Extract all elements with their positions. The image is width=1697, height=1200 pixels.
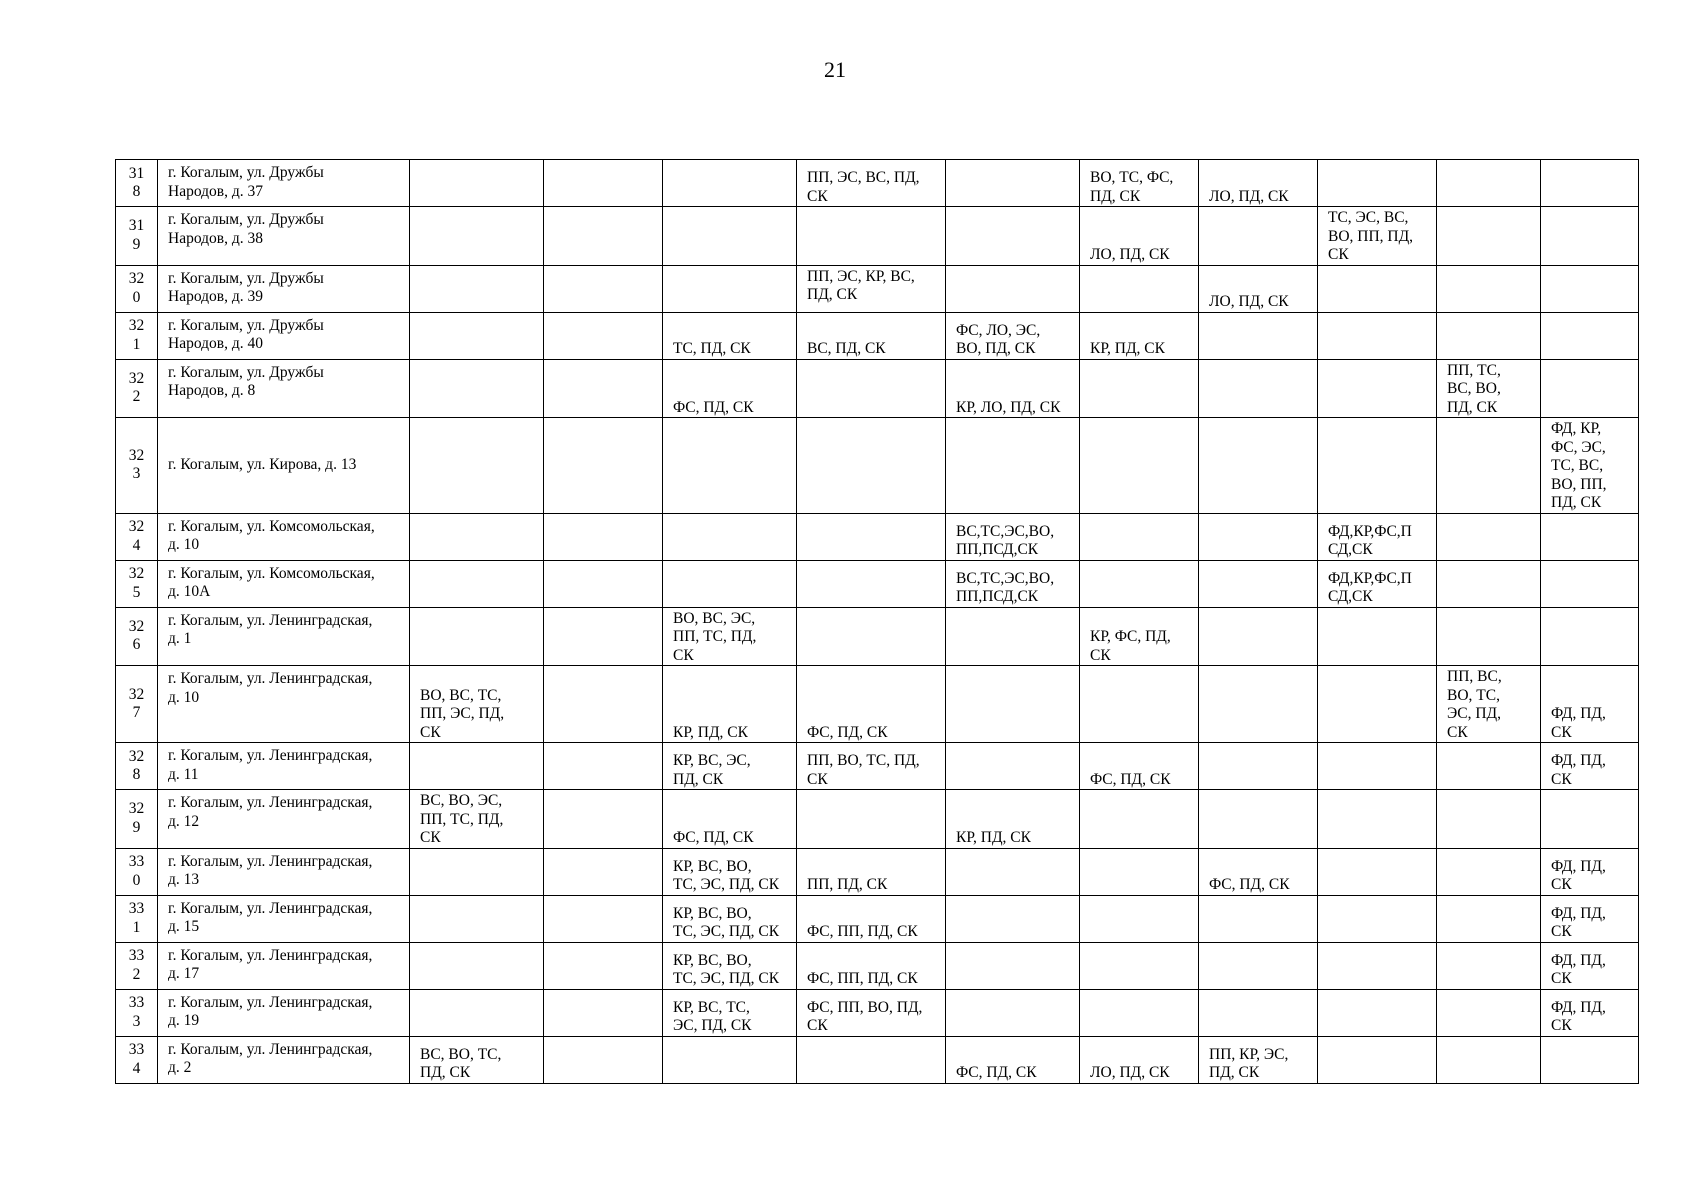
work-cell-col-2 (544, 513, 663, 560)
work-cell-col-2 (544, 790, 663, 849)
work-cell-col-7 (1199, 895, 1318, 942)
work-cell-col-1 (410, 359, 544, 418)
row-number: 32 4 (116, 513, 158, 560)
table-row (116, 743, 1639, 790)
row-number: 31 8 (116, 160, 158, 207)
work-cell-col-3: ВО, ВС, ЭС, ПП, ТС, ПД, СК (663, 607, 797, 666)
address-cell: г. Когалым, ул. Ленинградская, д. 13 (158, 848, 410, 895)
work-cell-col-4: ФС, ПП, ПД, СК (797, 895, 946, 942)
work-cell-col-6 (1080, 790, 1199, 849)
work-cell-col-3: ФС, ПД, СК (663, 790, 797, 849)
work-cell-col-8: ФД,КР,ФС,П СД,СК (1318, 560, 1437, 607)
work-cell-col-4 (797, 359, 946, 418)
work-cell-col-8 (1318, 989, 1437, 1036)
work-cell-col-7: ЛО, ПД, СК (1199, 265, 1318, 312)
row-number: 32 7 (116, 666, 158, 743)
work-cell-col-1 (410, 743, 544, 790)
address-cell: г. Когалым, ул. Дружбы Народов, д. 39 (158, 265, 410, 312)
work-cell-col-8 (1318, 1036, 1437, 1083)
row-number: 32 9 (116, 790, 158, 849)
page-number: 21 (824, 57, 846, 82)
work-cell-col-5: КР, ПД, СК (946, 790, 1080, 849)
work-cell-col-1 (410, 607, 544, 666)
work-cell-col-5 (946, 743, 1080, 790)
work-cell-col-10 (1541, 1036, 1639, 1083)
work-cell-col-6 (1080, 666, 1199, 743)
work-cell-col-8 (1318, 359, 1437, 418)
work-cell-col-9 (1437, 848, 1541, 895)
work-cell-col-2 (544, 265, 663, 312)
work-cell-col-6 (1080, 895, 1199, 942)
work-cell-col-3 (663, 265, 797, 312)
table-body (116, 160, 1639, 1084)
address-cell: г. Когалым, ул. Комсомольская, д. 10 (158, 513, 410, 560)
work-cell-col-5 (946, 265, 1080, 312)
work-cell-col-3: КР, ПД, СК (663, 666, 797, 743)
row-number: 33 4 (116, 1036, 158, 1083)
work-cell-col-4: ФС, ПД, СК (797, 666, 946, 743)
work-cell-col-9 (1437, 1036, 1541, 1083)
work-cell-col-3 (663, 560, 797, 607)
work-cell-col-7: ЛО, ПД, СК (1199, 160, 1318, 207)
work-cell-col-8 (1318, 942, 1437, 989)
work-cell-col-2 (544, 1036, 663, 1083)
work-cell-col-2 (544, 743, 663, 790)
row-number: 32 5 (116, 560, 158, 607)
address-cell: г. Когалым, ул. Комсомольская, д. 10А (158, 560, 410, 607)
row-number: 33 1 (116, 895, 158, 942)
work-cell-col-8: ФД,КР,ФС,П СД,СК (1318, 513, 1437, 560)
address-cell: г. Когалым, ул. Ленинградская, д. 2 (158, 1036, 410, 1083)
work-cell-col-6: КР, ПД, СК (1080, 312, 1199, 359)
work-cell-col-7 (1199, 743, 1318, 790)
work-cell-col-10: ФД, ПД, СК (1541, 895, 1639, 942)
work-cell-col-2 (544, 418, 663, 514)
work-cell-col-7 (1199, 790, 1318, 849)
work-cell-col-8 (1318, 743, 1437, 790)
work-cell-col-8 (1318, 265, 1437, 312)
work-cell-col-5 (946, 666, 1080, 743)
table-row (116, 513, 1639, 560)
work-cell-col-9: ПП, ВС, ВО, ТС, ЭС, ПД, СК (1437, 666, 1541, 743)
work-cell-col-1: ВО, ВС, ТС, ПП, ЭС, ПД, СК (410, 666, 544, 743)
work-cell-col-8 (1318, 418, 1437, 514)
row-number: 32 1 (116, 312, 158, 359)
table-row (116, 1036, 1639, 1083)
work-cell-col-3: КР, ВС, ВО, ТС, ЭС, ПД, СК (663, 848, 797, 895)
work-cell-col-1 (410, 312, 544, 359)
work-cell-col-6 (1080, 848, 1199, 895)
work-cell-col-9 (1437, 607, 1541, 666)
table-row (116, 207, 1639, 266)
work-cell-col-5 (946, 207, 1080, 266)
work-cell-col-4: ПП, ПД, СК (797, 848, 946, 895)
work-cell-col-6: ЛО, ПД, СК (1080, 1036, 1199, 1083)
work-cell-col-7 (1199, 560, 1318, 607)
work-cell-col-1 (410, 895, 544, 942)
work-cell-col-1 (410, 207, 544, 266)
table-row (116, 942, 1639, 989)
address-cell: г. Когалым, ул. Ленинградская, д. 10 (158, 666, 410, 743)
work-cell-col-5: ФС, ЛО, ЭС, ВО, ПД, СК (946, 312, 1080, 359)
work-cell-col-7 (1199, 513, 1318, 560)
work-cell-col-1: ВС, ВО, ТС, ПД, СК (410, 1036, 544, 1083)
work-cell-col-3: КР, ВС, ЭС, ПД, СК (663, 743, 797, 790)
work-cell-col-6 (1080, 418, 1199, 514)
work-cell-col-7: ПП, КР, ЭС, ПД, СК (1199, 1036, 1318, 1083)
work-cell-col-10 (1541, 160, 1639, 207)
work-cell-col-6 (1080, 560, 1199, 607)
work-cell-col-3: КР, ВС, ТС, ЭС, ПД, СК (663, 989, 797, 1036)
row-number: 32 2 (116, 359, 158, 418)
work-cell-col-8 (1318, 160, 1437, 207)
work-cell-col-7 (1199, 989, 1318, 1036)
work-cell-col-1 (410, 848, 544, 895)
work-cell-col-4 (797, 1036, 946, 1083)
work-cell-col-3: КР, ВС, ВО, ТС, ЭС, ПД, СК (663, 895, 797, 942)
work-cell-col-5 (946, 942, 1080, 989)
work-cell-col-2 (544, 312, 663, 359)
address-cell: г. Когалым, ул. Дружбы Народов, д. 40 (158, 312, 410, 359)
work-cell-col-1 (410, 989, 544, 1036)
work-cell-col-7 (1199, 942, 1318, 989)
work-cell-col-3 (663, 207, 797, 266)
work-cell-col-9 (1437, 418, 1541, 514)
work-cell-col-6: ФС, ПД, СК (1080, 743, 1199, 790)
work-cell-col-9 (1437, 312, 1541, 359)
work-cell-col-7 (1199, 312, 1318, 359)
work-cell-col-9 (1437, 895, 1541, 942)
table-row (116, 895, 1639, 942)
work-cell-col-5: ВС,ТС,ЭС,ВО, ПП,ПСД,СК (946, 560, 1080, 607)
work-cell-col-3 (663, 1036, 797, 1083)
work-cell-col-10 (1541, 513, 1639, 560)
work-cell-col-10: ФД, ПД, СК (1541, 989, 1639, 1036)
work-cell-col-2 (544, 666, 663, 743)
work-cell-col-6: ЛО, ПД, СК (1080, 207, 1199, 266)
work-cell-col-4 (797, 418, 946, 514)
row-number: 32 6 (116, 607, 158, 666)
work-cell-col-5 (946, 418, 1080, 514)
table-row (116, 790, 1639, 849)
work-cell-col-8 (1318, 607, 1437, 666)
work-cell-col-2 (544, 560, 663, 607)
work-cell-col-8 (1318, 312, 1437, 359)
table-row (116, 160, 1639, 207)
work-cell-col-6: КР, ФС, ПД, СК (1080, 607, 1199, 666)
address-cell: г. Когалым, ул. Кирова, д. 13 (158, 418, 410, 514)
work-cell-col-6: ВО, ТС, ФС, ПД, СК (1080, 160, 1199, 207)
work-cell-col-4: ФС, ПП, ВО, ПД, СК (797, 989, 946, 1036)
work-cell-col-10 (1541, 265, 1639, 312)
work-cell-col-8: ТС, ЭС, ВС, ВО, ПП, ПД, СК (1318, 207, 1437, 266)
work-cell-col-10 (1541, 359, 1639, 418)
row-number: 31 9 (116, 207, 158, 266)
work-cell-col-4: ПП, ЭС, ВС, ПД, СК (797, 160, 946, 207)
work-cell-col-7 (1199, 418, 1318, 514)
work-cell-col-9 (1437, 560, 1541, 607)
work-cell-col-10: ФД, КР, ФС, ЭС, ТС, ВС, ВО, ПП, ПД, СК (1541, 418, 1639, 514)
work-cell-col-4 (797, 607, 946, 666)
work-cell-col-4: ПП, ЭС, КР, ВС, ПД, СК (797, 265, 946, 312)
work-cell-col-4 (797, 513, 946, 560)
work-cell-col-5: ФС, ПД, СК (946, 1036, 1080, 1083)
table-row (116, 666, 1639, 743)
work-cell-col-1 (410, 942, 544, 989)
work-cell-col-10: ФД, ПД, СК (1541, 666, 1639, 743)
work-cell-col-2 (544, 989, 663, 1036)
work-cell-col-9 (1437, 790, 1541, 849)
work-cell-col-2 (544, 607, 663, 666)
work-cell-col-9 (1437, 989, 1541, 1036)
work-cell-col-2 (544, 895, 663, 942)
table-row (116, 607, 1639, 666)
work-cell-col-9: ПП, ТС, ВС, ВО, ПД, СК (1437, 359, 1541, 418)
work-cell-col-5: КР, ЛО, ПД, СК (946, 359, 1080, 418)
work-cell-col-6 (1080, 942, 1199, 989)
row-number: 33 0 (116, 848, 158, 895)
row-number: 32 3 (116, 418, 158, 514)
work-cell-col-8 (1318, 790, 1437, 849)
work-cell-col-1: ВС, ВО, ЭС, ПП, ТС, ПД, СК (410, 790, 544, 849)
work-cell-col-7 (1199, 666, 1318, 743)
work-cell-col-10 (1541, 607, 1639, 666)
row-number: 33 3 (116, 989, 158, 1036)
work-cell-col-9 (1437, 265, 1541, 312)
work-cell-col-7: ФС, ПД, СК (1199, 848, 1318, 895)
work-cell-col-5 (946, 848, 1080, 895)
work-cell-col-3: ФС, ПД, СК (663, 359, 797, 418)
work-cell-col-1 (410, 560, 544, 607)
work-cell-col-3: ТС, ПД, СК (663, 312, 797, 359)
work-cell-col-10 (1541, 560, 1639, 607)
row-number: 32 0 (116, 265, 158, 312)
table-row (116, 560, 1639, 607)
work-cell-col-10 (1541, 790, 1639, 849)
work-cell-col-2 (544, 848, 663, 895)
work-cell-col-8 (1318, 666, 1437, 743)
work-cell-col-5 (946, 160, 1080, 207)
table-row (116, 989, 1639, 1036)
address-cell: г. Когалым, ул. Ленинградская, д. 11 (158, 743, 410, 790)
table-row (116, 359, 1639, 418)
work-cell-col-5 (946, 895, 1080, 942)
work-cell-col-9 (1437, 160, 1541, 207)
address-cell: г. Когалым, ул. Ленинградская, д. 1 (158, 607, 410, 666)
address-cell: г. Когалым, ул. Ленинградская, д. 15 (158, 895, 410, 942)
address-cell: г. Когалым, ул. Дружбы Народов, д. 8 (158, 359, 410, 418)
address-cell: г. Когалым, ул. Ленинградская, д. 12 (158, 790, 410, 849)
work-cell-col-1 (410, 513, 544, 560)
work-cell-col-8 (1318, 895, 1437, 942)
work-cell-col-10 (1541, 312, 1639, 359)
work-cell-col-2 (544, 942, 663, 989)
work-cell-col-5 (946, 607, 1080, 666)
work-cell-col-4 (797, 560, 946, 607)
work-cell-col-8 (1318, 848, 1437, 895)
work-cell-col-7 (1199, 359, 1318, 418)
work-schedule-table (115, 159, 1639, 1084)
table-row (116, 848, 1639, 895)
work-cell-col-5: ВС,ТС,ЭС,ВО, ПП,ПСД,СК (946, 513, 1080, 560)
work-cell-col-6 (1080, 989, 1199, 1036)
work-cell-col-2 (544, 207, 663, 266)
address-cell: г. Когалым, ул. Ленинградская, д. 19 (158, 989, 410, 1036)
work-cell-col-6 (1080, 513, 1199, 560)
work-cell-col-9 (1437, 207, 1541, 266)
work-cell-col-4 (797, 790, 946, 849)
work-cell-col-3 (663, 513, 797, 560)
work-cell-col-6 (1080, 359, 1199, 418)
address-cell: г. Когалым, ул. Ленинградская, д. 17 (158, 942, 410, 989)
table-row (116, 418, 1639, 514)
work-cell-col-10: ФД, ПД, СК (1541, 848, 1639, 895)
work-cell-col-10 (1541, 207, 1639, 266)
address-cell: г. Когалым, ул. Дружбы Народов, д. 37 (158, 160, 410, 207)
work-cell-col-1 (410, 265, 544, 312)
work-cell-col-3 (663, 160, 797, 207)
row-number: 33 2 (116, 942, 158, 989)
row-number: 32 8 (116, 743, 158, 790)
work-cell-col-7 (1199, 207, 1318, 266)
work-cell-col-9 (1437, 513, 1541, 560)
work-cell-col-7 (1199, 607, 1318, 666)
work-cell-col-10: ФД, ПД, СК (1541, 743, 1639, 790)
work-cell-col-9 (1437, 942, 1541, 989)
address-cell: г. Когалым, ул. Дружбы Народов, д. 38 (158, 207, 410, 266)
work-cell-col-4 (797, 207, 946, 266)
work-cell-col-2 (544, 160, 663, 207)
table-row (116, 265, 1639, 312)
work-cell-col-3: КР, ВС, ВО, ТС, ЭС, ПД, СК (663, 942, 797, 989)
work-cell-col-9 (1437, 743, 1541, 790)
work-cell-col-5 (946, 989, 1080, 1036)
work-cell-col-3 (663, 418, 797, 514)
work-cell-col-1 (410, 418, 544, 514)
work-cell-col-4: ФС, ПП, ПД, СК (797, 942, 946, 989)
work-cell-col-4: ПП, ВО, ТС, ПД, СК (797, 743, 946, 790)
work-cell-col-4: ВС, ПД, СК (797, 312, 946, 359)
work-cell-col-10: ФД, ПД, СК (1541, 942, 1639, 989)
table-row (116, 312, 1639, 359)
work-cell-col-6 (1080, 265, 1199, 312)
work-cell-col-1 (410, 160, 544, 207)
work-cell-col-2 (544, 359, 663, 418)
